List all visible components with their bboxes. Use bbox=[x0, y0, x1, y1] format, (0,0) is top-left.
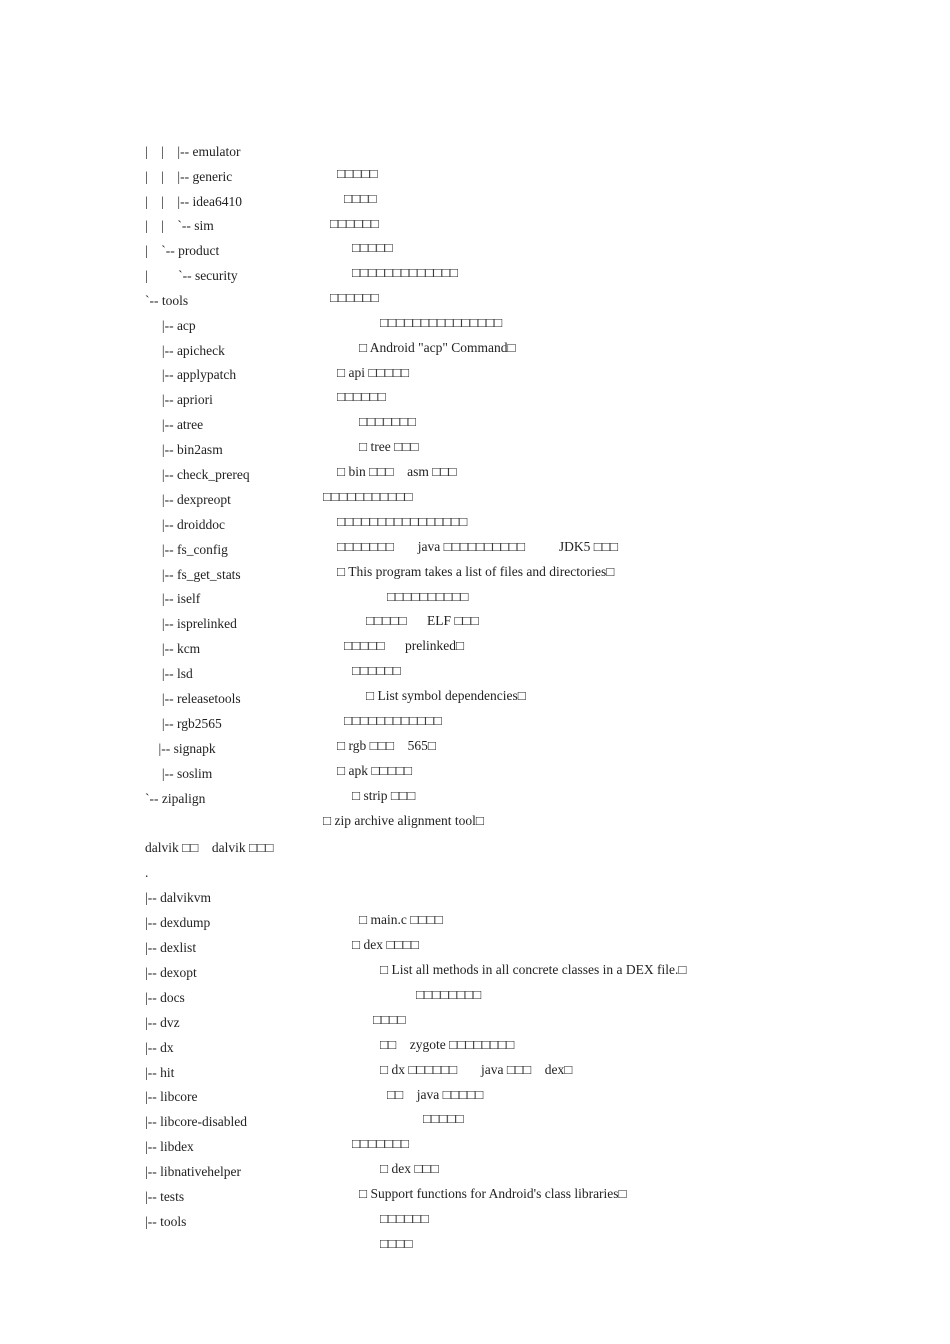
tree-description: □ apk □□□□□ bbox=[337, 763, 413, 778]
tree-path: |-- dexlist bbox=[145, 940, 197, 955]
tree-path: `-- tools bbox=[145, 293, 189, 308]
tree-path: |-- dx bbox=[145, 1040, 174, 1055]
tree-path: |-- fs_get_stats bbox=[145, 567, 241, 582]
tree-path: |-- rgb2565 bbox=[145, 716, 222, 731]
tree-description: □ bin □□□ asm □□□ bbox=[337, 464, 457, 479]
tree-path: |-- acp bbox=[145, 318, 196, 333]
tree-description: □ dex □□□ bbox=[380, 1161, 439, 1176]
tree-description: □ dx □□□□□□ java □□□ dex□ bbox=[380, 1062, 573, 1077]
tree-path: |-- soslim bbox=[145, 766, 213, 781]
tree-path: | `-- security bbox=[145, 268, 238, 283]
tree-description: □ rgb □□□ 565□ bbox=[337, 738, 437, 753]
tree-description: □□□□□□□□□□□□□ bbox=[352, 265, 459, 280]
tree-path: | | |-- emulator bbox=[145, 144, 241, 159]
tree-path: |-- apicheck bbox=[145, 343, 225, 358]
tree-path: |-- lsd bbox=[145, 666, 193, 681]
tree-path: |-- dalvikvm bbox=[145, 890, 212, 905]
tree-path: |-- dexpreopt bbox=[145, 492, 231, 507]
tree-description: □□□□□ bbox=[352, 240, 393, 255]
tree-description: □ Android "acp" Command□ bbox=[359, 340, 516, 355]
tree-path: |-- bin2asm bbox=[145, 442, 223, 457]
tree-description: □ Support functions for Android's class libraries□ bbox=[359, 1186, 627, 1201]
tree-path: | | |-- generic bbox=[145, 169, 233, 184]
tree-path: |-- dexopt bbox=[145, 965, 197, 980]
tree-description: □ tree □□□ bbox=[359, 439, 419, 454]
tree-path: | | |-- idea6410 bbox=[145, 194, 242, 209]
tree-path: |-- check_prereq bbox=[145, 467, 250, 482]
tree-description: □□□□□□□ bbox=[359, 414, 417, 429]
tree-description: □□ zygote □□□□□□□□ bbox=[380, 1037, 515, 1052]
tree-description: □□□□□□□□□□□□ bbox=[344, 713, 442, 728]
tree-description: □□□□□ ELF □□□ bbox=[366, 613, 479, 628]
tree-description: □□□□□□ bbox=[330, 216, 379, 231]
tree-description: □□□□□□□□ bbox=[416, 987, 482, 1002]
tree-description: □□□□□ bbox=[423, 1111, 464, 1126]
tree-path: |-- docs bbox=[145, 990, 185, 1005]
tree-description: □□□□□□□□□□□□□□□□ bbox=[337, 514, 468, 529]
tree-path: |-- iself bbox=[145, 591, 201, 606]
tree-description: □□□□□□ bbox=[330, 290, 379, 305]
tree-path: |-- applypatch bbox=[145, 367, 237, 382]
tree-root-dot-text: . bbox=[145, 865, 149, 880]
tree-description: □□□□□□ bbox=[352, 663, 401, 678]
section-heading bbox=[0, 815, 274, 855]
tree-path: |-- dvz bbox=[145, 1015, 180, 1030]
tree-path: |-- hit bbox=[145, 1065, 175, 1080]
tree-description: □□□□ bbox=[380, 1236, 413, 1251]
tree-description: □□□□□ prelinked□ bbox=[344, 638, 465, 653]
tree-description: □□□□□□□ bbox=[352, 1136, 410, 1151]
tree-description: □□ java □□□□□ bbox=[387, 1087, 484, 1102]
tree-path: |-- fs_config bbox=[145, 542, 228, 557]
tree-path: |-- tools bbox=[145, 1214, 187, 1229]
tree-description: □ api □□□□□ bbox=[337, 365, 410, 380]
tree-path: |-- libdex bbox=[145, 1139, 194, 1154]
tree-description: □ strip □□□ bbox=[352, 788, 416, 803]
tree-path: |-- droiddoc bbox=[145, 517, 225, 532]
tree-root-dot bbox=[0, 840, 149, 880]
tree-description: □ List symbol dependencies□ bbox=[366, 688, 526, 703]
tree-description: □□□□ bbox=[344, 191, 377, 206]
tree-description: □□□□□ bbox=[337, 166, 378, 181]
tree-path: |-- dexdump bbox=[145, 915, 211, 930]
tree-path: `-- zipalign bbox=[145, 791, 206, 806]
tree-path: |-- isprelinked bbox=[145, 616, 237, 631]
tree-description: □ main.c □□□□ bbox=[359, 912, 443, 927]
tree-path: |-- signapk bbox=[145, 741, 216, 756]
tree-path: |-- atree bbox=[145, 417, 204, 432]
tree-path: |-- libcore bbox=[145, 1089, 198, 1104]
tree-description: □□□□□□□□□□□ bbox=[323, 489, 413, 504]
tree-description: □□□□□□□□□□□□□□□ bbox=[380, 315, 503, 330]
tree-description: □□□□□□□□□□ bbox=[387, 589, 469, 604]
tree-description: □□□□□□□ java □□□□□□□□□□ JDK5 □□□ bbox=[337, 539, 619, 554]
tree-description: □ This program takes a list of files and directories□ bbox=[337, 564, 615, 579]
tree-description: □ zip archive alignment tool□ bbox=[323, 813, 485, 828]
tree-description: □ List all methods in all concrete classes in a DEX file.□ bbox=[380, 962, 687, 977]
tree-path: |-- kcm bbox=[145, 641, 201, 656]
tree-path: |-- libcore-disabled bbox=[145, 1114, 248, 1129]
tree-path: |-- apriori bbox=[145, 392, 213, 407]
tree-path: |-- libnativehelper bbox=[145, 1164, 242, 1179]
tree-path: |-- releasetools bbox=[145, 691, 241, 706]
tree-path: |-- tests bbox=[145, 1189, 185, 1204]
tree-description: □ dex □□□□ bbox=[352, 937, 420, 952]
tree-description: □□□□□□ bbox=[380, 1211, 429, 1226]
tree-description: □□□□□□ bbox=[337, 389, 386, 404]
section-heading-text: dalvik □□ dalvik □□□ bbox=[145, 840, 274, 855]
tree-path: | | `-- sim bbox=[145, 218, 214, 233]
tree-description: □□□□ bbox=[373, 1012, 406, 1027]
tree-path: | `-- product bbox=[145, 243, 220, 258]
